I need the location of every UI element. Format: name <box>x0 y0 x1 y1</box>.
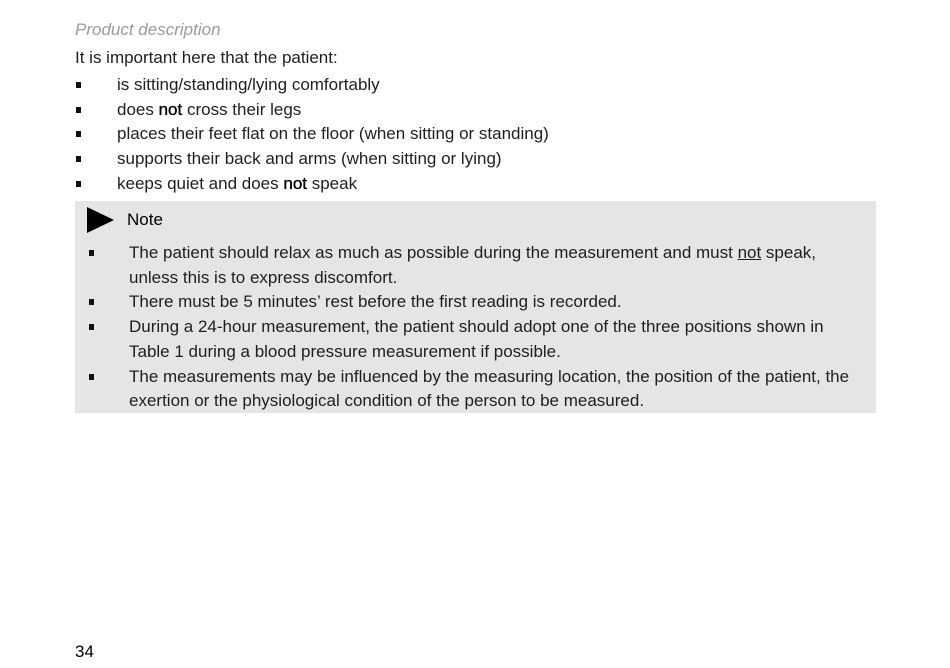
list-item <box>87 315 862 364</box>
item-text: places their feet flat on the floor (when sitting or standing) <box>117 124 549 144</box>
note-text: The measurements may be influenced by the measuring location, the position of the patient, the exertion or the physiological condition of the person to be measured. <box>129 366 850 411</box>
intro-text: It is important here that the patient: <box>75 48 338 67</box>
item-text: supports their back and arms (when sitting or lying) <box>117 149 502 169</box>
bullet-square-icon <box>76 181 81 187</box>
list-item <box>87 290 862 315</box>
bullet-square-icon <box>76 131 81 137</box>
list-item <box>75 122 875 147</box>
list-item <box>87 365 862 414</box>
note-text: The patient should relax as much as possible during the measurement and must <box>129 243 738 262</box>
list-item <box>87 241 862 290</box>
note-text: speak, unless this is to express discomfort. <box>129 243 817 287</box>
bullet-square-icon <box>89 299 94 305</box>
item-emphasis: not <box>283 173 307 193</box>
list-item <box>75 172 875 197</box>
note-header <box>87 207 163 233</box>
patient-requirements-list <box>75 73 875 197</box>
list-item <box>75 73 875 98</box>
item-text: speak <box>307 173 358 193</box>
play-triangle-icon <box>87 207 114 233</box>
item-text: keeps quiet and does <box>117 173 284 193</box>
item-text: cross their legs <box>182 99 302 119</box>
bullet-square-icon <box>89 250 94 256</box>
bullet-square-icon <box>89 374 94 380</box>
item-emphasis: not <box>158 99 183 119</box>
note-label: Note <box>127 210 163 229</box>
note-list <box>87 241 862 414</box>
bullet-square-icon <box>76 82 81 88</box>
item-text: does <box>117 99 159 119</box>
item-text: is sitting/standing/lying comfortably <box>117 75 380 94</box>
bullet-square-icon <box>76 156 81 162</box>
note-underlined-text: not <box>737 243 762 262</box>
note-text: During a 24-hour measurement, the patient should adopt one of the three positions shown in Table 1 during a blood pressure measurement if possible. <box>129 317 824 361</box>
note-box <box>75 201 876 413</box>
bullet-square-icon <box>89 324 94 330</box>
page-number: 34 <box>75 642 94 661</box>
section-title: Product description <box>75 20 221 39</box>
list-item <box>75 98 875 123</box>
note-text: There must be 5 minutes’ rest before the first reading is recorded. <box>129 292 622 312</box>
list-item <box>75 147 875 172</box>
bullet-square-icon <box>76 107 81 113</box>
